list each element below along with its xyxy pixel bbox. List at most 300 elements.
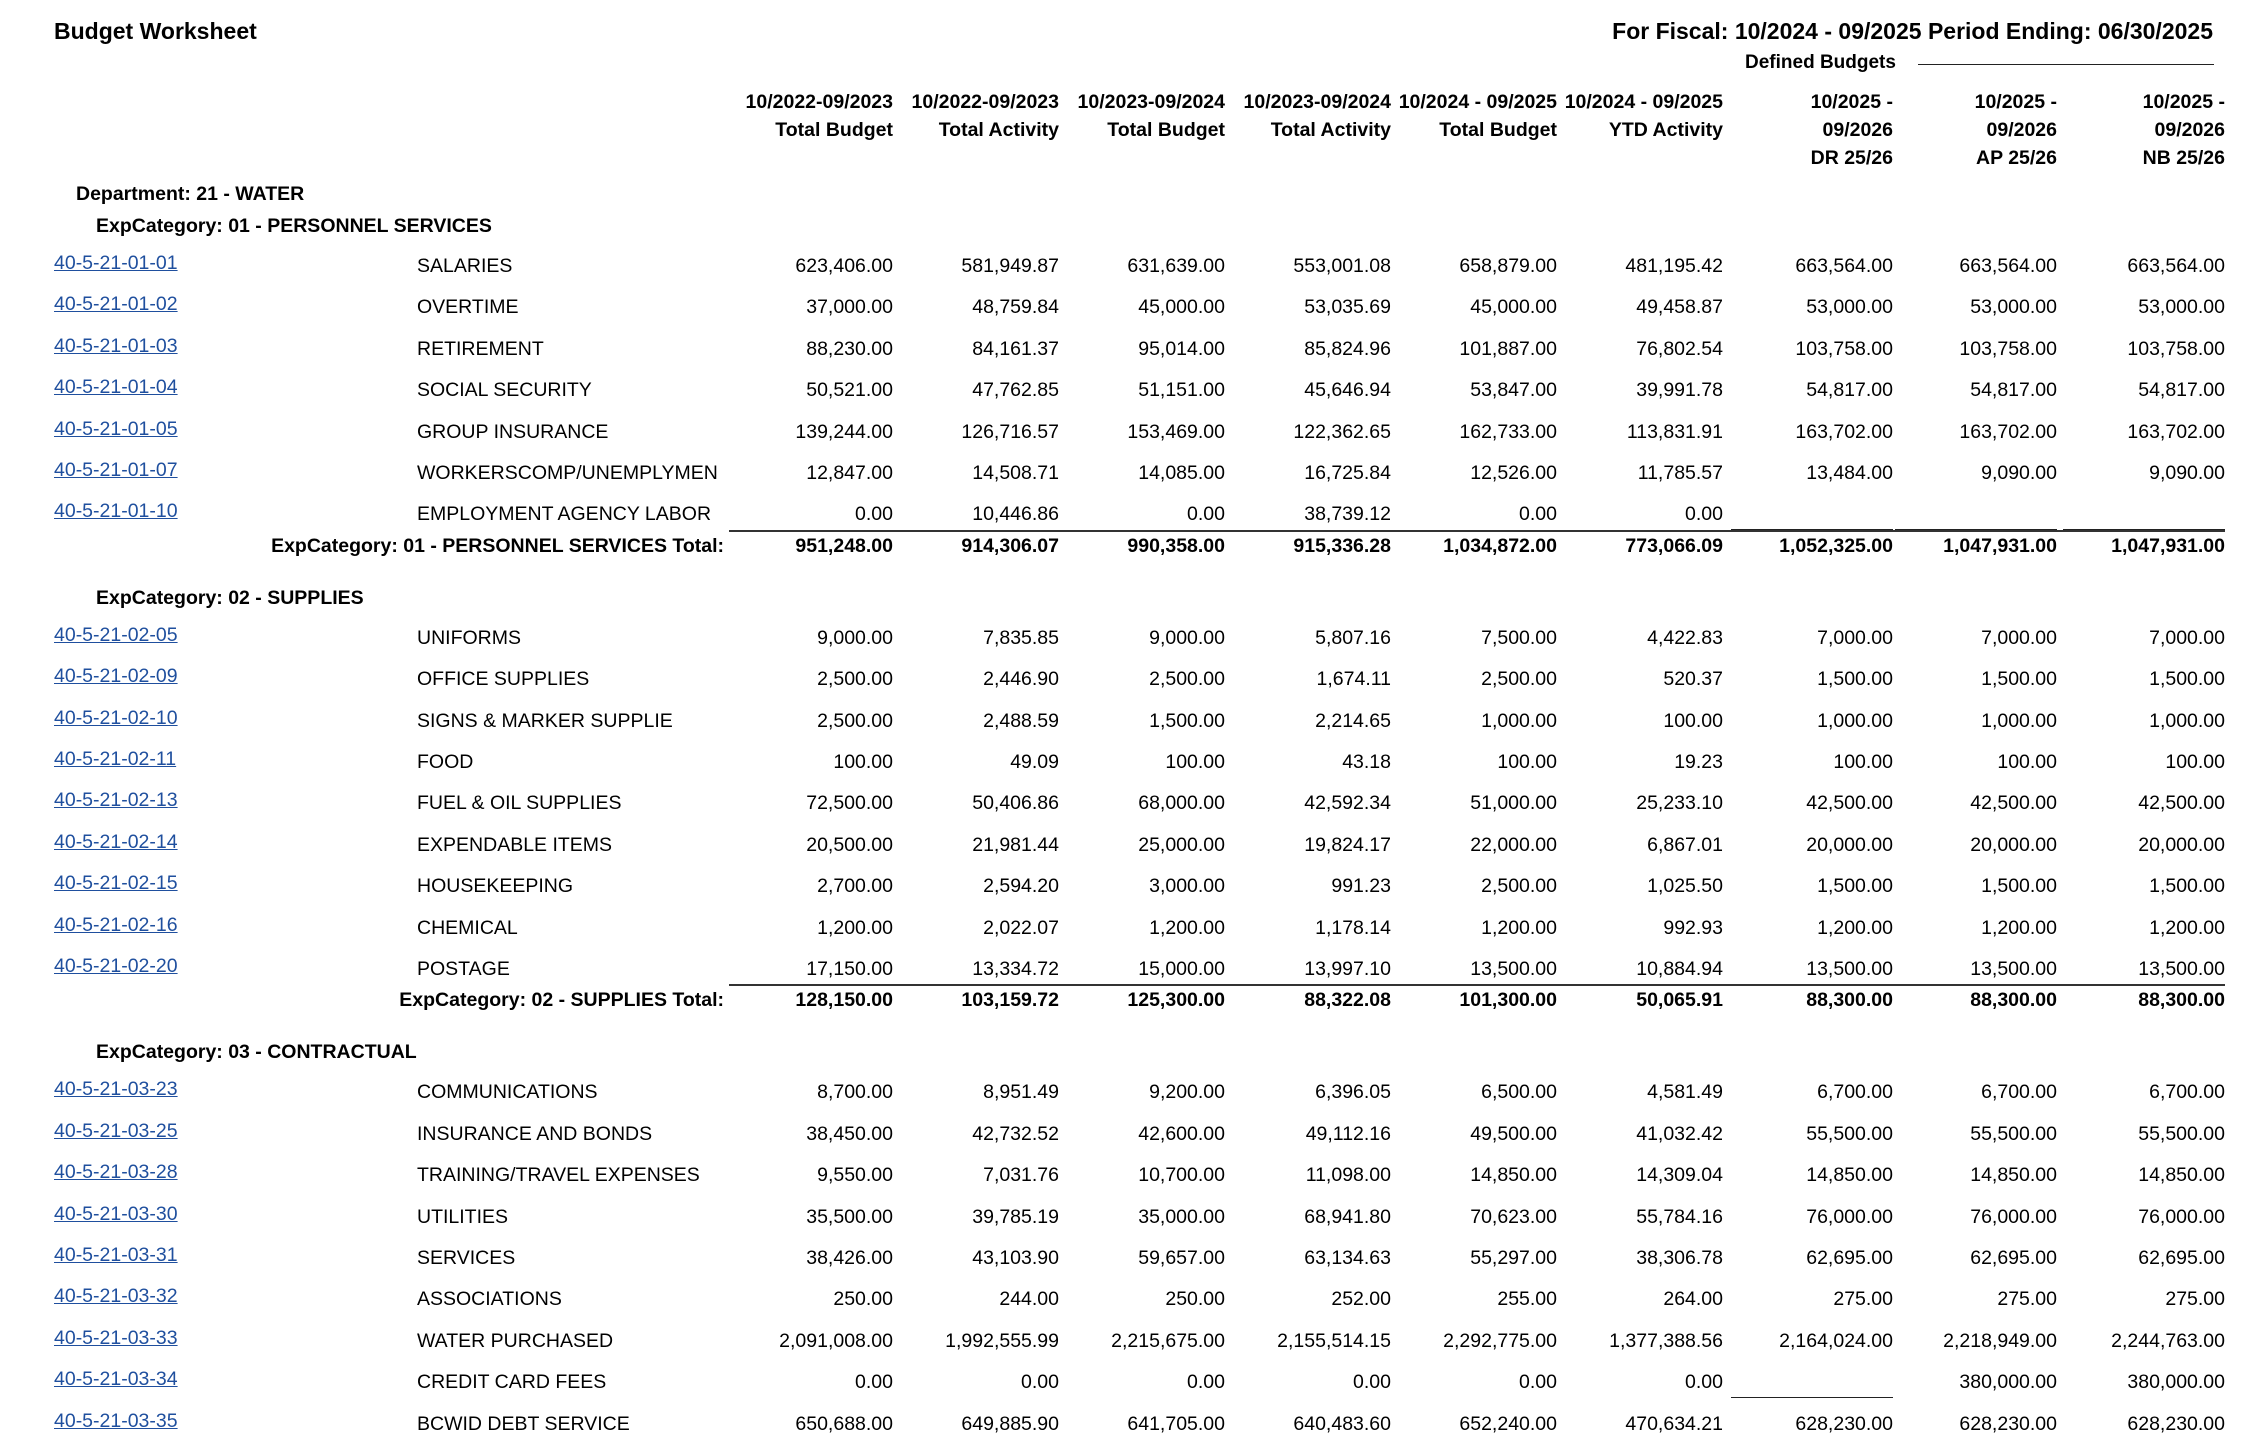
account-description: POSTAGE xyxy=(417,958,510,980)
cell-value: 5,807.16 xyxy=(1315,626,1391,649)
cell-value: 1,000.00 xyxy=(2149,709,2225,732)
account-link[interactable]: 40-5-21-01-03 xyxy=(54,334,178,357)
cell-value: 628,230.00 xyxy=(2127,1412,2225,1435)
cell-value: 53,000.00 xyxy=(1806,296,1893,319)
cell-value: 10,884.94 xyxy=(1636,958,1723,980)
cell-value: 55,500.00 xyxy=(2138,1122,2225,1145)
column-header xyxy=(729,88,893,172)
account-link[interactable]: 40-5-21-03-25 xyxy=(54,1119,178,1142)
cell-value: 7,000.00 xyxy=(2149,626,2225,649)
account-link[interactable]: 40-5-21-02-15 xyxy=(54,872,178,895)
account-link[interactable]: 40-5-21-01-05 xyxy=(54,417,178,440)
cell-value: 2,594.20 xyxy=(983,875,1059,898)
cell-value: 2,215,675.00 xyxy=(1111,1329,1225,1352)
cell-value: 553,001.08 xyxy=(1293,255,1391,277)
cell-value: 100.00 xyxy=(2165,751,2225,773)
cell-value: 2,164,024.00 xyxy=(1779,1329,1893,1352)
cell-value: 47,762.85 xyxy=(972,379,1059,402)
cell-value: 1,500.00 xyxy=(2149,668,2225,691)
cell-value: 13,500.00 xyxy=(1470,958,1557,980)
account-link[interactable]: 40-5-21-02-10 xyxy=(54,706,178,729)
total-value: 103,159.72 xyxy=(961,989,1059,1012)
cell-value: 12,847.00 xyxy=(806,462,893,484)
table-row xyxy=(0,1409,2257,1443)
column-header-line1: 10/2024 - 09/2025 xyxy=(1564,91,1723,113)
account-link[interactable]: 40-5-21-02-13 xyxy=(54,789,178,812)
fiscal-period: For Fiscal: 10/2024 - 09/2025 Period Ending: 06/30/2025 xyxy=(1612,18,2213,44)
account-link[interactable]: 40-5-21-01-04 xyxy=(54,376,178,399)
cell-value: 38,450.00 xyxy=(806,1122,893,1145)
column-header xyxy=(1393,88,1557,172)
subtotal-rule xyxy=(729,530,2225,532)
cell-value: 1,025.50 xyxy=(1647,875,1723,898)
cell-value: 481,195.42 xyxy=(1625,255,1723,277)
account-description: OFFICE SUPPLIES xyxy=(417,668,590,691)
total-value: 128,150.00 xyxy=(795,989,893,1012)
account-description: SIGNS & MARKER SUPPLIE xyxy=(417,709,673,732)
cell-value: 53,847.00 xyxy=(1470,379,1557,402)
table-row xyxy=(0,789,2257,822)
column-header xyxy=(1725,88,1893,172)
cell-value: 68,000.00 xyxy=(1138,792,1225,815)
cell-value: 8,700.00 xyxy=(817,1081,893,1104)
cell-value: 55,784.16 xyxy=(1636,1205,1723,1228)
total-value: 101,300.00 xyxy=(1459,989,1557,1012)
cell-value: 641,705.00 xyxy=(1127,1412,1225,1435)
cell-value: 72,500.00 xyxy=(806,792,893,815)
cell-value: 0.00 xyxy=(1021,1371,1059,1394)
table-row xyxy=(0,623,2257,657)
cell-value: 9,200.00 xyxy=(1149,1081,1225,1104)
account-description: SOCIAL SECURITY xyxy=(417,379,592,402)
cell-value: 113,831.91 xyxy=(1626,420,1723,443)
account-link[interactable]: 40-5-21-02-11 xyxy=(54,748,177,770)
account-link[interactable]: 40-5-21-01-10 xyxy=(54,500,178,523)
cell-value: 652,240.00 xyxy=(1459,1412,1557,1435)
cell-value: 8,951.49 xyxy=(983,1081,1059,1104)
total-value: 50,065.91 xyxy=(1636,989,1723,1012)
account-description: OVERTIME xyxy=(417,296,519,319)
cell-value: 663,564.00 xyxy=(1959,255,2057,277)
cell-value: 100.00 xyxy=(1165,751,1225,773)
cell-value: 0.00 xyxy=(1353,1371,1391,1394)
cell-value: 55,500.00 xyxy=(1806,1122,1893,1145)
cell-value: 53,035.69 xyxy=(1304,296,1391,319)
cell-value: 2,155,514.15 xyxy=(1277,1329,1391,1352)
cell-value: 2,500.00 xyxy=(1481,875,1557,898)
cell-value: 13,500.00 xyxy=(2138,958,2225,980)
account-description: EXPENDABLE ITEMS xyxy=(417,833,613,856)
cell-value: 663,564.00 xyxy=(2127,255,2225,277)
cell-value: 520.37 xyxy=(1663,668,1723,691)
column-header-line1: 10/2022-09/2023 xyxy=(745,91,893,113)
cell-value: 663,564.00 xyxy=(1795,255,1893,277)
total-value: 773,066.09 xyxy=(1625,534,1723,557)
cell-value: 2,292,775.00 xyxy=(1443,1329,1557,1352)
cell-value: 163,702.00 xyxy=(2127,420,2225,443)
total-value: 1,047,931.00 xyxy=(1943,534,2057,557)
column-header-line2: Total Budget xyxy=(1439,119,1557,141)
cell-value: 1,500.00 xyxy=(2149,875,2225,898)
column-header-line3 xyxy=(1393,144,1557,172)
cell-value: 1,500.00 xyxy=(1149,709,1225,732)
table-row xyxy=(0,1368,2257,1401)
account-description: GROUP INSURANCE xyxy=(417,420,609,443)
cell-value: 51,151.00 xyxy=(1138,379,1225,402)
cell-value: 4,422.83 xyxy=(1647,626,1723,649)
cell-value: 470,634.21 xyxy=(1625,1412,1723,1435)
cell-value: 2,091,008.00 xyxy=(779,1329,893,1352)
account-description: SALARIES xyxy=(417,255,513,277)
cell-value: 59,657.00 xyxy=(1138,1247,1225,1269)
category-total-label: ExpCategory: 02 - SUPPLIES Total: xyxy=(399,989,724,1012)
cell-value: 51,000.00 xyxy=(1470,792,1557,815)
account-link[interactable]: 40-5-21-03-33 xyxy=(54,1326,178,1349)
cell-value: 101,887.00 xyxy=(1459,337,1557,360)
cell-value: 1,992,555.99 xyxy=(945,1329,1059,1352)
cell-value: 1,000.00 xyxy=(1481,709,1557,732)
report-title: Budget Worksheet xyxy=(54,18,257,44)
cell-value: 100.00 xyxy=(1497,751,1557,773)
column-header xyxy=(2059,88,2225,172)
account-description: INSURANCE AND BONDS xyxy=(417,1122,653,1145)
table-row xyxy=(0,1244,2257,1277)
cell-value: 1,000.00 xyxy=(1981,709,2057,732)
account-link[interactable]: 40-5-21-03-30 xyxy=(54,1202,178,1225)
cell-value: 4,581.49 xyxy=(1647,1081,1723,1104)
cell-value: 84,161.37 xyxy=(972,337,1059,360)
cell-value: 6,700.00 xyxy=(1817,1081,1893,1104)
cell-value: 2,500.00 xyxy=(1481,668,1557,691)
account-link[interactable]: 40-5-21-02-09 xyxy=(54,665,178,688)
cell-value: 54,817.00 xyxy=(2138,379,2225,402)
cell-value: 244.00 xyxy=(999,1288,1059,1311)
table-row xyxy=(0,1202,2257,1236)
column-header-line2: 09/2026 xyxy=(1986,119,2057,141)
department-heading: Department: 21 - WATER xyxy=(76,183,305,205)
cell-value: 2,500.00 xyxy=(817,668,893,691)
column-header-line1: 10/2025 - xyxy=(2142,91,2225,113)
cell-value: 12,526.00 xyxy=(1470,462,1557,484)
column-header-line3 xyxy=(895,144,1059,172)
account-description: FOOD xyxy=(417,751,474,773)
column-header xyxy=(1227,88,1391,172)
cell-value: 9,000.00 xyxy=(817,626,893,649)
cell-value: 7,835.85 xyxy=(983,626,1059,649)
account-description: ASSOCIATIONS xyxy=(417,1288,562,1311)
cell-value: 35,000.00 xyxy=(1138,1205,1225,1228)
cell-value: 100.00 xyxy=(1833,751,1893,773)
cell-value: 252.00 xyxy=(1331,1288,1391,1311)
column-header-line2: Total Budget xyxy=(775,119,893,141)
cell-value: 6,700.00 xyxy=(1981,1081,2057,1104)
cell-value: 39,991.78 xyxy=(1636,379,1723,402)
cell-value: 0.00 xyxy=(855,1371,893,1394)
cell-value: 25,233.10 xyxy=(1636,792,1723,815)
defined-budgets-label: Defined Budgets xyxy=(1745,52,1896,73)
account-link[interactable]: 40-5-21-02-16 xyxy=(54,913,178,936)
cell-value: 13,997.10 xyxy=(1304,958,1391,980)
total-value: 915,336.28 xyxy=(1293,534,1391,557)
cell-value: 581,949.87 xyxy=(961,255,1059,277)
cell-value: 255.00 xyxy=(1497,1288,1557,1311)
column-header-line3: DR 25/26 xyxy=(1810,147,1893,169)
total-value: 88,300.00 xyxy=(1970,989,2057,1012)
cell-value: 42,500.00 xyxy=(2138,792,2225,815)
cell-value: 37,000.00 xyxy=(806,296,893,319)
cell-value: 49.09 xyxy=(1010,751,1059,773)
cell-value: 2,500.00 xyxy=(817,709,893,732)
cell-value: 14,850.00 xyxy=(1470,1164,1557,1187)
cell-value: 25,000.00 xyxy=(1138,833,1225,856)
cell-value: 50,521.00 xyxy=(806,379,893,402)
cell-value: 650,688.00 xyxy=(795,1412,893,1435)
cell-value: 2,022.07 xyxy=(983,916,1059,939)
cell-value: 20,000.00 xyxy=(1806,833,1893,856)
cell-value: 2,214.65 xyxy=(1315,709,1391,732)
cell-value: 628,230.00 xyxy=(1795,1412,1893,1435)
column-header-line1: 10/2025 - xyxy=(1810,91,1893,113)
account-link[interactable]: 40-5-21-02-05 xyxy=(54,623,178,646)
cell-value: 2,244,763.00 xyxy=(2111,1329,2225,1352)
cell-value: 1,200.00 xyxy=(2149,916,2225,939)
category-total-row xyxy=(0,535,2257,565)
total-value: 990,358.00 xyxy=(1127,534,1225,557)
account-description: WATER PURCHASED xyxy=(417,1329,614,1352)
cell-value: 1,178.14 xyxy=(1315,916,1391,939)
cell-value: 380,000.00 xyxy=(1959,1371,2057,1394)
cell-value: 50,406.86 xyxy=(972,792,1059,815)
cell-value: 2,446.90 xyxy=(983,668,1059,691)
cell-value: 0.00 xyxy=(855,503,893,526)
cell-value: 54,817.00 xyxy=(1806,379,1893,402)
cell-value: 19,824.17 xyxy=(1304,833,1391,856)
cell-value: 6,867.01 xyxy=(1647,833,1723,856)
cell-value: 0.00 xyxy=(1519,503,1557,526)
total-value: 125,300.00 xyxy=(1127,989,1225,1012)
cell-value: 53,000.00 xyxy=(1970,296,2057,319)
cell-value: 992.93 xyxy=(1663,916,1723,939)
cell-value: 9,550.00 xyxy=(817,1164,893,1187)
cell-value: 1,200.00 xyxy=(1981,916,2057,939)
cell-value: 658,879.00 xyxy=(1459,255,1557,277)
cell-value: 43.18 xyxy=(1342,751,1391,773)
cell-value: 14,850.00 xyxy=(2138,1164,2225,1187)
cell-value: 76,000.00 xyxy=(1806,1205,1893,1228)
cell-value: 95,014.00 xyxy=(1138,337,1225,360)
cell-value: 70,623.00 xyxy=(1470,1205,1557,1228)
cell-value: 640,483.60 xyxy=(1293,1412,1391,1435)
subtotal-rule xyxy=(729,984,2225,986)
cell-value: 163,702.00 xyxy=(1795,420,1893,443)
column-header xyxy=(895,88,1059,172)
cell-value: 43,103.90 xyxy=(972,1247,1059,1269)
cell-value: 14,085.00 xyxy=(1138,462,1225,484)
cell-value: 0.00 xyxy=(1519,1371,1557,1394)
total-value: 1,047,931.00 xyxy=(2111,534,2225,557)
column-header-line2: YTD Activity xyxy=(1608,119,1723,141)
account-description: HOUSEKEEPING xyxy=(417,875,574,898)
account-link[interactable]: 40-5-21-01-07 xyxy=(54,459,178,481)
defined-budgets-rule xyxy=(1918,64,2214,65)
cell-value: 103,758.00 xyxy=(1795,337,1893,360)
account-description: UTILITIES xyxy=(417,1205,509,1228)
total-value: 914,306.07 xyxy=(961,534,1059,557)
cell-value: 62,695.00 xyxy=(1970,1247,2057,1269)
column-header-line1: 10/2023-09/2024 xyxy=(1243,91,1391,113)
table-row xyxy=(0,1078,2257,1111)
cell-value: 7,000.00 xyxy=(1817,626,1893,649)
cell-value: 62,695.00 xyxy=(2138,1247,2225,1269)
total-value: 88,300.00 xyxy=(1806,989,1893,1012)
cell-value: 1,200.00 xyxy=(817,916,893,939)
account-description: BCWID DEBT SERVICE xyxy=(417,1412,630,1435)
total-value: 88,300.00 xyxy=(2138,989,2225,1012)
cell-value: 1,500.00 xyxy=(1817,875,1893,898)
cell-value: 0.00 xyxy=(1187,503,1225,526)
category-total-label: ExpCategory: 01 - PERSONNEL SERVICES Total: xyxy=(271,534,724,557)
table-row xyxy=(0,1161,2257,1194)
column-header-line2: Total Activity xyxy=(938,119,1059,141)
cell-value: 14,850.00 xyxy=(1970,1164,2057,1187)
cell-value: 275.00 xyxy=(2165,1288,2225,1311)
account-link[interactable]: 40-5-21-03-28 xyxy=(54,1161,178,1184)
account-description: EMPLOYMENT AGENCY LABOR xyxy=(417,503,712,526)
table-row xyxy=(0,748,2257,781)
cell-value: 2,500.00 xyxy=(1149,668,1225,691)
account-description: RETIREMENT xyxy=(417,337,544,360)
cell-value: 6,500.00 xyxy=(1481,1081,1557,1104)
cell-value: 9,090.00 xyxy=(1981,462,2057,484)
table-row xyxy=(0,1326,2257,1360)
account-link[interactable]: 40-5-21-03-32 xyxy=(54,1285,178,1308)
account-link[interactable]: 40-5-21-01-01 xyxy=(54,252,178,274)
cell-value: 38,426.00 xyxy=(806,1247,893,1269)
column-header xyxy=(1895,88,2057,172)
cell-value: 76,000.00 xyxy=(2138,1205,2225,1228)
cell-value: 275.00 xyxy=(1997,1288,2057,1311)
table-row xyxy=(0,665,2257,698)
cell-value: 7,000.00 xyxy=(1981,626,2057,649)
column-header-line3 xyxy=(1227,144,1391,172)
cell-value: 62,695.00 xyxy=(1806,1247,1893,1269)
cell-value: 1,500.00 xyxy=(1817,668,1893,691)
cell-value: 649,885.90 xyxy=(961,1412,1059,1435)
cell-value: 49,458.87 xyxy=(1636,296,1723,319)
cell-value: 38,739.12 xyxy=(1304,503,1391,526)
table-row xyxy=(0,1119,2257,1153)
account-link[interactable]: 40-5-21-02-14 xyxy=(54,830,178,853)
cell-value: 6,396.05 xyxy=(1315,1081,1391,1104)
account-link[interactable]: 40-5-21-02-20 xyxy=(54,955,178,977)
cell-value: 20,000.00 xyxy=(2138,833,2225,856)
cell-value: 22,000.00 xyxy=(1470,833,1557,856)
table-row xyxy=(0,459,2257,492)
account-description: CHEMICAL xyxy=(417,916,518,939)
cell-value: 1,200.00 xyxy=(1149,916,1225,939)
cell-value: 15,000.00 xyxy=(1138,958,1225,980)
cell-value: 11,785.57 xyxy=(1637,462,1723,484)
cell-value: 2,700.00 xyxy=(817,875,893,898)
cell-value: 14,309.04 xyxy=(1636,1164,1723,1187)
cell-value: 3,000.00 xyxy=(1149,875,1225,898)
column-header-line1: 10/2022-09/2023 xyxy=(911,91,1059,113)
cell-value: 13,484.00 xyxy=(1806,462,1893,484)
table-row xyxy=(0,293,2257,326)
cell-value: 14,508.71 xyxy=(972,462,1059,484)
column-header-line2: Total Budget xyxy=(1107,119,1225,141)
table-row xyxy=(0,417,2257,451)
table-row xyxy=(0,376,2257,409)
cell-value: 10,446.86 xyxy=(972,503,1059,526)
cell-value: 1,377,388.56 xyxy=(1609,1329,1723,1352)
cell-value: 76,802.54 xyxy=(1636,337,1723,360)
cell-value: 1,200.00 xyxy=(1817,916,1893,939)
cell-value: 103,758.00 xyxy=(1959,337,2057,360)
total-value: 951,248.00 xyxy=(795,534,893,557)
cell-value: 250.00 xyxy=(1165,1288,1225,1311)
cell-value: 1,500.00 xyxy=(1981,875,2057,898)
account-link[interactable]: 40-5-21-01-02 xyxy=(54,293,178,316)
cell-value: 10,700.00 xyxy=(1138,1164,1225,1187)
cell-value: 39,785.19 xyxy=(972,1205,1059,1228)
account-description: FUEL & OIL SUPPLIES xyxy=(417,792,622,815)
cell-value: 42,600.00 xyxy=(1138,1122,1225,1145)
cell-value: 1,000.00 xyxy=(1817,709,1893,732)
cell-value: 122,362.65 xyxy=(1293,420,1391,443)
cell-value: 54,817.00 xyxy=(1970,379,2057,402)
column-header-line3: NB 25/26 xyxy=(2142,147,2225,169)
account-description: WORKERSCOMP/UNEMPLYMEN xyxy=(417,462,718,484)
cell-value: 55,500.00 xyxy=(1970,1122,2057,1145)
column-header xyxy=(1559,88,1723,172)
cell-value: 13,334.72 xyxy=(972,958,1059,980)
cell-value: 103,758.00 xyxy=(2127,337,2225,360)
cell-value: 16,725.84 xyxy=(1304,462,1391,484)
table-row xyxy=(0,706,2257,740)
blank-cell-rule xyxy=(1731,1397,1893,1398)
cell-value: 380,000.00 xyxy=(2127,1371,2225,1394)
table-row xyxy=(0,872,2257,905)
account-link[interactable]: 40-5-21-03-35 xyxy=(54,1409,178,1432)
column-header-line3: AP 25/26 xyxy=(1976,147,2057,169)
column-header-line3 xyxy=(1559,144,1723,172)
cell-value: 100.00 xyxy=(1663,709,1723,732)
cell-value: 41,032.42 xyxy=(1636,1122,1723,1145)
cell-value: 139,244.00 xyxy=(795,420,893,443)
cell-value: 42,500.00 xyxy=(1806,792,1893,815)
cell-value: 85,824.96 xyxy=(1304,337,1391,360)
category-heading: ExpCategory: 01 - PERSONNEL SERVICES xyxy=(96,215,492,237)
cell-value: 35,500.00 xyxy=(806,1205,893,1228)
account-link[interactable]: 40-5-21-03-31 xyxy=(54,1244,178,1266)
cell-value: 13,500.00 xyxy=(1806,958,1893,980)
cell-value: 38,306.78 xyxy=(1636,1247,1723,1269)
total-value: 88,322.08 xyxy=(1304,989,1391,1012)
cell-value: 100.00 xyxy=(833,751,893,773)
column-header-line2: Total Activity xyxy=(1270,119,1391,141)
cell-value: 11,098.00 xyxy=(1305,1164,1391,1187)
column-header-line3 xyxy=(1061,144,1225,172)
account-link[interactable]: 40-5-21-03-23 xyxy=(54,1078,178,1101)
column-header xyxy=(1061,88,1225,172)
cell-value: 45,000.00 xyxy=(1470,296,1557,319)
cell-value: 9,090.00 xyxy=(2149,462,2225,484)
account-link[interactable]: 40-5-21-03-34 xyxy=(54,1368,178,1391)
table-row xyxy=(0,913,2257,947)
column-header-line2: 09/2026 xyxy=(1822,119,1893,141)
column-header-line2: 09/2026 xyxy=(2154,119,2225,141)
